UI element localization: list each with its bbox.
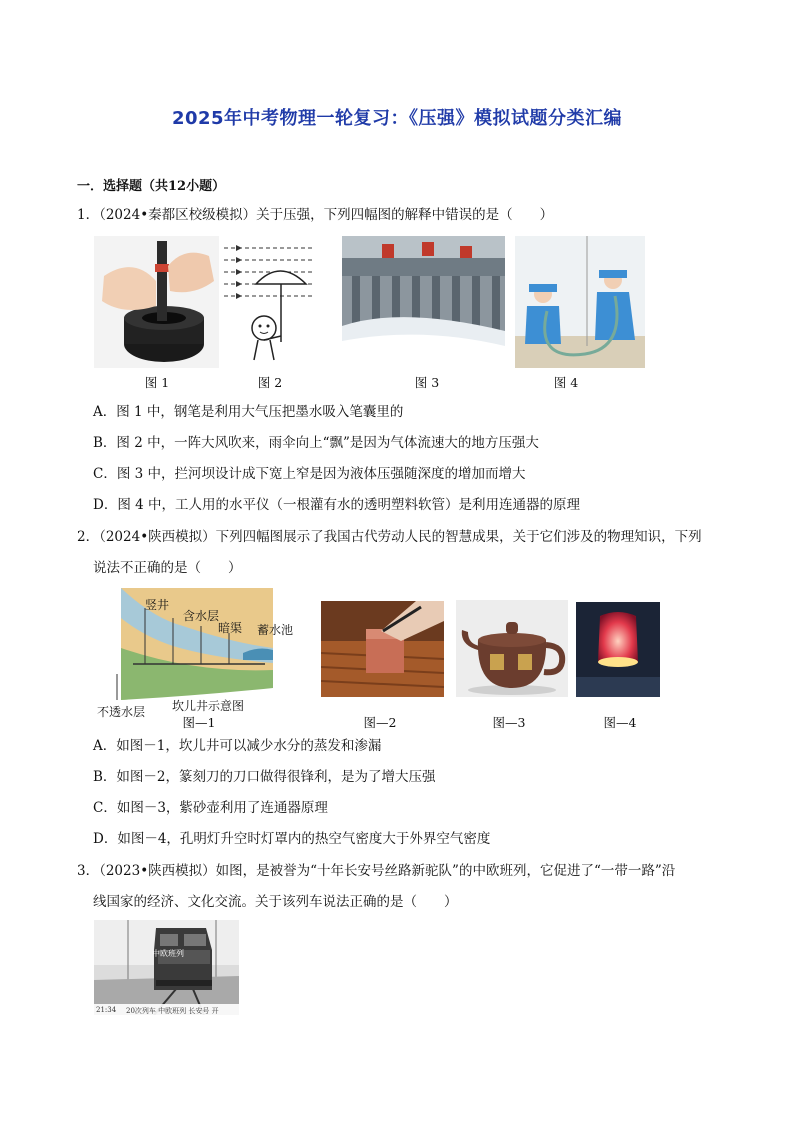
q3-photo-caption-strip: 20次列车 中欧班列 长安号 开: [126, 1007, 219, 1015]
q2-label-aquifer: 含水层: [183, 609, 220, 623]
q2-label-impermeable: 不透水层: [97, 705, 146, 719]
q1-caption-3: 图 3: [414, 375, 440, 390]
q2-figure-2-carving: [321, 601, 444, 697]
q1-option-a: A．图 1 中，钢笔是利用大气压把墨水吸入笔囊里的: [93, 404, 404, 420]
question-3-stem-line-2: 线国家的经济、文化交流。关于该列车说法正确的是（ ）: [93, 894, 458, 910]
q2-label-channel: 暗渠: [218, 621, 243, 635]
q2-caption-1: 图—1: [182, 715, 216, 730]
q3-train-sign: 中欧班列: [152, 949, 184, 958]
q1-figure-1-pen: [94, 236, 219, 368]
q2-label-diagram-name: 坎儿井示意图: [172, 699, 245, 713]
q1-caption-1: 图 1: [144, 375, 170, 390]
q2-option-a: A．如图－1，坎儿井可以减少水分的蒸发和渗漏: [93, 738, 382, 754]
q2-option-b: B．如图－2，篆刻刀的刀口做得很锋利，是为了增大压强: [93, 769, 436, 785]
question-3-stem-line-1: 3．（2023•陕西模拟）如图，是被誉为“十年长安号丝路新驼队”的中欧班列，它促进了“一带一路”沿: [77, 863, 676, 879]
q1-figure-2-umbrella: [222, 236, 318, 368]
question-2-stem-line-1: 2．（2024•陕西模拟）下列四幅图展示了我国古代劳动人民的智慧成果，关于它们涉及的物理知识，下列: [77, 529, 702, 545]
q2-option-d: D．如图－4，孔明灯升空时灯罩内的热空气密度大于外界空气密度: [93, 831, 491, 847]
q2-label-shaft: 竖井: [145, 598, 170, 612]
question-2-stem-line-2: 说法不正确的是（ ）: [93, 560, 242, 576]
question-1-stem: 1．（2024•秦都区校级模拟）关于压强，下列四幅图的解释中错误的是（ ）: [77, 207, 554, 223]
q3-figure-train-photo: [94, 920, 239, 1015]
q2-caption-4: 图—4: [603, 715, 637, 730]
q2-caption-3: 图—3: [492, 715, 526, 730]
q1-caption-2: 图 2: [257, 375, 283, 390]
q1-option-d: D．图 4 中，工人用的水平仪（一根灌有水的透明塑料软管）是利用连通器的原理: [93, 497, 580, 513]
q2-figure-3-teapot: [456, 600, 568, 697]
q2-label-pool: 蓄水池: [257, 623, 294, 637]
q2-caption-2: 图—2: [363, 715, 397, 730]
q1-figure-3-dam: [342, 236, 505, 368]
section-heading: 一．选择题（共12小题）: [77, 179, 226, 194]
q1-caption-4: 图 4: [553, 375, 579, 390]
q1-option-b: B．图 2 中，一阵大风吹来，雨伞向上“飘”是因为气体流速大的地方压强大: [93, 435, 539, 451]
q1-figure-4-level: [515, 236, 645, 368]
q2-figure-4-sky-lantern: [576, 602, 660, 697]
q2-option-c: C．如图－3，紫砂壶利用了连通器原理: [93, 800, 328, 816]
q1-option-c: C．图 3 中，拦河坝设计成下宽上窄是因为液体压强随深度的增加而增大: [93, 466, 526, 482]
page-title: 2025年中考物理一轮复习：《压强》模拟试题分类汇编: [171, 108, 623, 129]
q3-photo-timestamp: 21:34: [96, 1006, 117, 1014]
